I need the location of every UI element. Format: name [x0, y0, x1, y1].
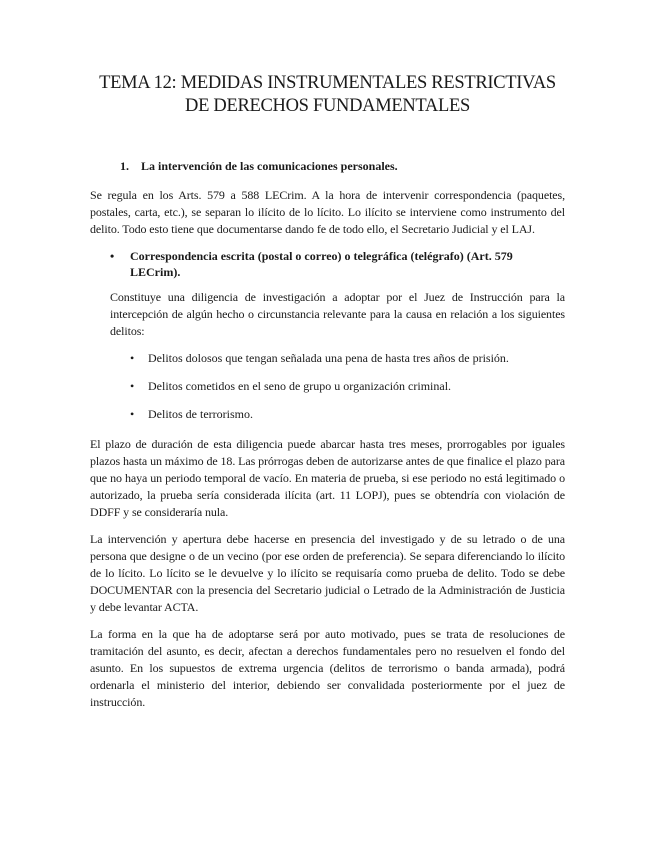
section-heading	[90, 158, 565, 174]
section-number: 1.	[120, 159, 129, 173]
bullet-icon: •	[110, 249, 115, 263]
list-item	[90, 378, 565, 394]
title-line-1: TEMA 12: MEDIDAS INSTRUMENTALES RESTRICTIVAS	[99, 73, 556, 93]
list-item-text: Delitos de terrorismo.	[148, 407, 253, 421]
bullet-heading	[90, 248, 565, 280]
bullet-heading-text: Correspondencia escrita (postal o correo) o telegráfica (telégrafo) (Art. 579 LECrim).	[130, 249, 513, 279]
list-item	[90, 406, 565, 422]
crime-list	[90, 350, 565, 422]
list-item-text: Delitos cometidos en el seno de grupo u organización criminal.	[148, 379, 452, 393]
bullet-icon: •	[130, 407, 135, 421]
list-item	[90, 350, 565, 366]
paragraph-1: Se regula en los Arts. 579 a 588 LECrim. A la hora de intervenir correspondencia (paquetes, postales, carta, etc.), se separan lo ilícito de lo lícito. Lo ilícito se interviene como instrumento del delito. Todo esto tiene que documentarse dando fe de todo ello, el Secretario Judicial y el LAJ.	[90, 188, 565, 236]
paragraph-3: El plazo de duración de esta diligencia puede abarcar hasta tres meses, prorrogables por iguales plazos hasta un máximo de 18. Las prórrogas deben de autorizarse antes de que finalice el plazo para que no haya un periodo temporal de vacío. En materia de prueba, si ese periodo no está legitimado o autorizado, la prueba sería considerada ilícita (art. 11 LOPJ), pues se obtendría con violación de DDFF y se consideraría nula.	[90, 437, 565, 519]
paragraph-5: La forma en la que ha de adoptarse será por auto motivado, pues se trata de resoluciones de tramitación del asunto, es decir, afectan a derechos fundamentales pero no resuelven el fondo del asunto. En los supuestos de extrema urgencia (delitos de terrorismo o banda armada), podrá ordenarla el ministerio del interior, debiendo ser convalidada posteriormente por el juez de instrucción.	[90, 627, 565, 709]
title-line-2: DE DERECHOS FUNDAMENTALES	[185, 96, 470, 116]
paragraph-4: La intervención y apertura debe hacerse en presencia del investigado y de su letrado o de una persona que designe o de un vecino (por ese orden de preferencia). Se separa diferenciando lo ilícito de lo lícito. Lo lícito se le devuelve y lo ilícito se requisaría como prueba de delito. Todo se debe DOCUMENTAR con la presencia del Secretario judicial o Letrado de la Administración de Justicia y debe levantar ACTA.	[90, 532, 565, 614]
list-item-text: Delitos dolosos que tengan señalada una pena de hasta tres años de prisión.	[148, 351, 509, 365]
paragraph-2: Constituye una diligencia de investigación a adoptar por el Juez de Instrucción para la intercepción de algún hecho o circunstancia relevante para la causa en relación a los siguientes delitos:	[110, 290, 565, 338]
bullet-icon: •	[130, 379, 135, 393]
section-heading-text: La intervención de las comunicaciones personales.	[141, 159, 398, 173]
page-title	[90, 72, 565, 118]
bullet-icon: •	[130, 351, 135, 365]
